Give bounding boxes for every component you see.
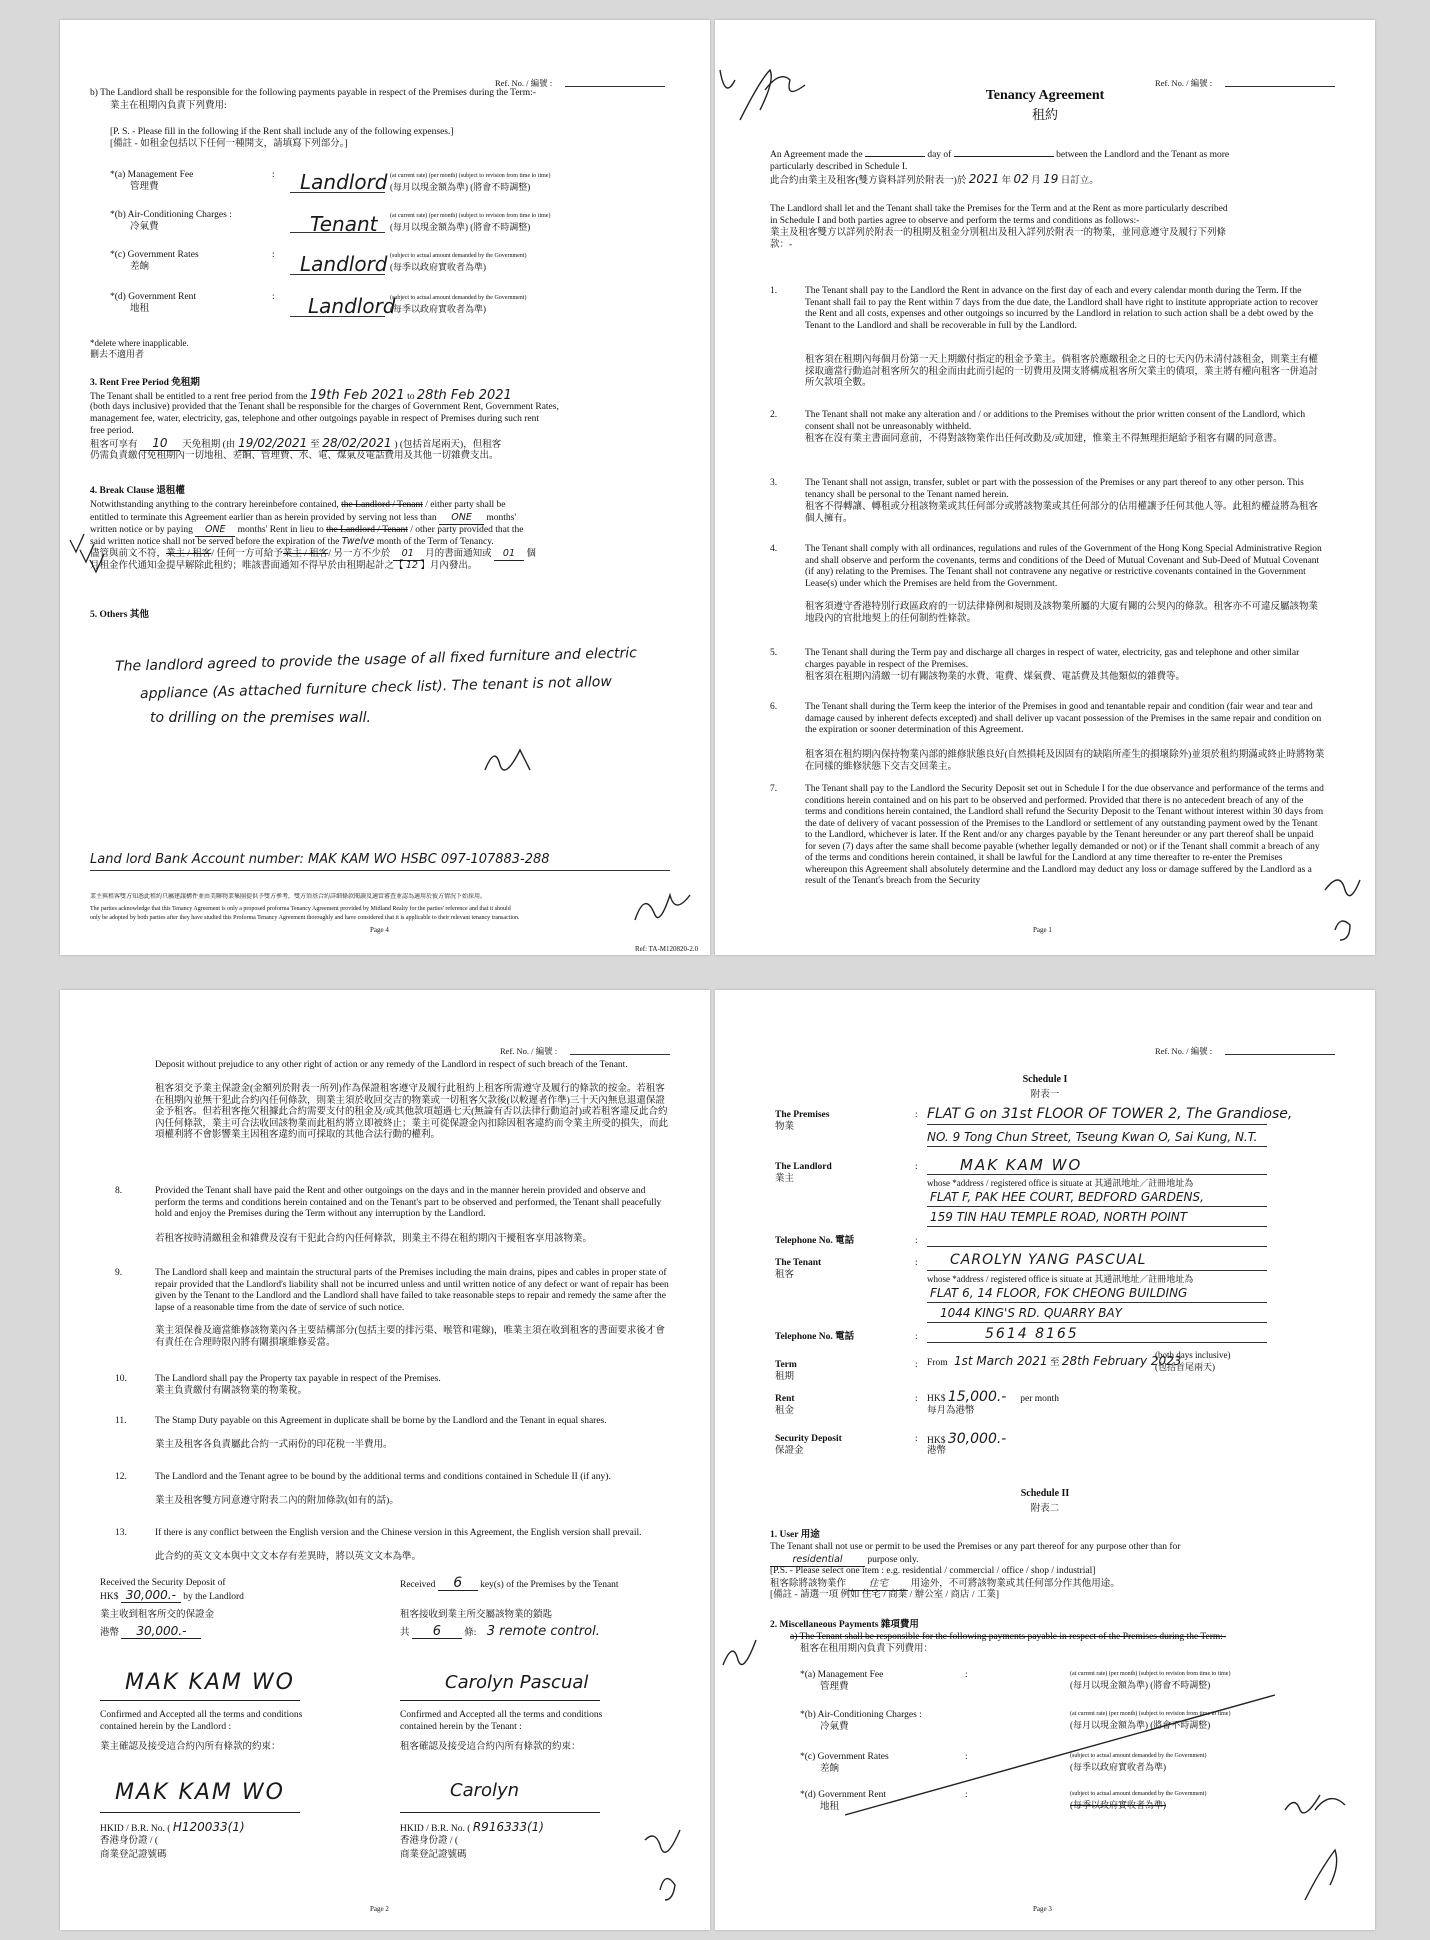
row-c-note-cn: (每季以政府實收者為準) [390,262,486,272]
clause-3: The Tenant shall not assign, transfer, sublet or part with the possession of the Premises or any part thereof to any other person. This tenancy shall be personal to the Tenant named herein. [805,478,1304,500]
agreement-month: 02 [1013,172,1029,186]
clause-10: The Landlord shall pay the Property tax payable in respect of the Premises. [155,1374,441,1384]
tenant-signature-2: Carolyn [450,1780,520,1801]
page-number: Page 4 [370,926,389,934]
clause-2-cn: 租客在沒有業主書面同意前，不得對該物業作出任何改動及/或加建，惟業主不得無理拒絕給予租客有關的同意書。 [805,434,1283,444]
delete-note-cn: 刪去不適用者 [90,349,145,359]
page-number: Page 3 [1033,1905,1052,1913]
premises-address-2: NO. 9 Tong Chun Street, Tseung Kwan O, Sai Kung, N.T. [927,1130,1258,1144]
initials-signature [640,1820,705,1910]
page-1: Ref. No. / 編號 : Tenancy Agreement 租約 An Agreement made the day of between the Landlord and the Tenant as more particularly described in Schedule I. 此合約由業主及租客(雙方資料詳列於附表一)於 2021 年 02 月 19 日訂立。 The Landlord shall let and the Tenant shall take the Premises for the Term and at the Rent as more particularly described in Schedule I and both parties agree to observe and perform the terms and conditions as follows:- 業主及租客雙方以詳列於附表一的租期及租金分別租出及租入詳列於附表一的物業，並同意遵守及履行下列條 款：- 1. The Tenant shall pay to the Landlord the Rent in advance on the first day of each and every calendar month during the Term. If the Tenant shall fail to pay the Rent within 7 days from the due date, the Landlord shall have right to institute appropriate action to recover the Rent and all costs, expenses and other outgoings so incurred by the Landlord in relation to such action shall be a debt owed by the Tenant to the Landlord and shall be recoverable in full by the Landlord. 租客須在租期內每個月份第一天上期繳付指定的租金予業主。倘租客於應繳租金之日的七天內仍未清付該租金，則業主有權採取適當行動追討租客所欠的租金而由此而引起的一切費用及開支將構成租客所欠業主的債項，業主將有權向租客一併追討所欠款項全數。 2. The Tenant shall not make any alteration and / or additions to the Premises without the prior written consent of the Landlord, which consent shall not be unreasonably withheld. 租客在沒有業主書面同意前，不得對該物業作出任何改動及/或加建，惟業主不得無理拒絕給予租客有關的同意書。 3. The Tenant shall not assign, transfer, sublet or part with the possession of the Premises or any part thereof to any other person. This tenancy shall be personal to the Tenant named herein. 租客不得轉讓、轉租或分租該物業或其任何部分或將該物業或其任何部分的佔用權讓予任何其他人等。此租約權益將為租客個人擁有。 4. The Tenant shall comply with all ordinances, regulations and rules of the Government of the Hong Kong Special Administrative Region and shall observe and perform the covenants, terms and conditions of the Deed of Mutual Covenant and Sub-Deed of Mutual Covenant (if any) relating to the Premises. The Tenant shall not contravene any negative or restrictive covenants contained in the Government Lease(s) under which the Premises are held from the Government. 租客須遵守香港特別行政區政府的一切法律條例和規則及該物業所屬的大廈有關的公契內的條款。租客亦不可違反屬該物業地段內的官批地契上的任何制約性條款。 5. The Tenant shall during the Term pay and discharge all charges in respect of water, electricity, gas and telephone and other similar charges payable in respect of the Premises. 租客須在租期內清繳一切有關該物業的水費、電費、煤氣費、電話費及其他類似的雜費等。 6. The Tenant shall during the Term keep the interior of the Premises in good and tenantable repair and condition (fair wear and tear and damage caused by inherent defects excepted) and shall deliver up vacant possession of the Premises in the same repair and condition on the expiration or sooner determination of this Agreement. 租客須在租約期內保持物業內部的維修狀態良好(自然損耗及因固有的缺陷所產生的損壞除外)並須於租約期滿或終止時將物業在同樣的維修狀態下交吉交回業主。 7. The Tenant shall pay to the Landlord the Security Deposit set out in Schedule I for the due observance and performance of the terms and conditions herein contained and on his part to be observed and performed. Provided that there is no antecedent breach of any of the terms and conditions herein contained, the Landlord shall refund the Security Deposit to the Tenant without interest within 30 days from the date of delivery of vacant possession of the Premises to the Landlord or settlement of any outstanding payment owed by the Tenant to the Landlord, whichever is later. If the Rent and/or any charges payable by the Tenant hereunder or any part thereof shall be unpaid for seven (7) days after the same shall become payable (whether legally demanded or not) or if the Tenant shall commit a breach of any of the terms and conditions herein contained, it shall be lawful for the Landlord at any time thereafter to re-enter the Premises whereupon this Agreement shall absolutely determine and the Landlord may deduct any loss or damage suffered by the Landlord as a result of the Tenant's breach from the Security Page 1 [715,20,1375,955]
clause-8-cn: 若租客按時清繳租金和雜費及沒有干犯此合約內任何條款，則業主不得在租約期內干擾租客享用該物業。 [155,1234,593,1244]
clause-5-cn: 租客須在租期內清繳一切有關該物業的水費、電費、煤氣費、電話費及其他類似的雜費等。 [805,672,1186,682]
clause-6: The Tenant shall during the Term keep the interior of the Premises in good and tenantable repair and condition (fair wear and tear and damage caused by inherent defects excepted) and shall deliver up vacant possession of the Premises in the same repair and condition on the expiration or sooner determination of this Agreement. [805,702,1322,735]
clause-2: The Tenant shall not make any alteration and / or additions to the Premises without the prior written consent of the Landlord, which consent shall not be unreasonably withheld. [805,410,1306,432]
ref-label: Ref. No. / 編號 : [495,78,553,88]
schedule-2-title: Schedule II [1020,1488,1070,1499]
row-b-label: *(b) Air-Conditioning Charges : [110,210,232,220]
row-c-cn: 差餉 [130,262,150,272]
clause-12-cn: 業主及租客雙方同意遵守附表二內的附加條款(如有的話)。 [155,1496,399,1506]
clause-10-cn: 業主負責繳付有關該物業的物業稅。 [155,1386,308,1396]
landlord-address-1: FLAT F, PAK HEE COURT, BEDFORD GARDENS, [930,1190,1204,1204]
row-d-value: Landlord [308,294,396,318]
row-c-value: Landlord [300,252,388,276]
row-a-note: (at current rate) (per month) (subject to revision from time to time) [390,173,551,179]
clause-4-cn: 租客須遵守香港特別行政區政府的一切法律條例和規則及該物業所屬的大廈有關的公契內的條款。租客亦不可違反屬該物業地段內的官批地契上的任何制約性條款。 [805,602,1319,624]
clause-7: The Tenant shall pay to the Landlord the Security Deposit set out in Schedule I for the due observance and performance of the terms and conditions herein contained and on his part to be observed and performed. Provided that there is no antecedent breach of any of the terms and conditions herein contained, the Landlord shall refund the Security Deposit to the Tenant without interest within 30 days from the date of delivery of vacant possession of the Premises to the Landlord or settlement of any outstanding payment owed by the Tenant to the Landlord, whichever is later. If the Rent and/or any charges payable by the Tenant hereunder or any part thereof shall be unpaid for seven (7) days after the same shall become payable (whether legally demanded or not) or if the Tenant shall commit a breach of any of the terms and conditions herein contained, it shall be lawful for the Landlord at any time thereafter to re-enter the Premises whereupon this Agreement shall absolutely determine and the Landlord may deduct any loss or damage suffered by the Landlord as a result of the Tenant's breach from the Security [805,784,1324,886]
document-title: Tenancy Agreement [985,88,1105,103]
row-a-value: Landlord [300,170,388,194]
landlord-name: MAK KAM WO [960,1156,1083,1174]
landlord-hkid: H120033(1) [172,1820,245,1834]
clause-12: The Landlord and the Tenant agree to be bound by the additional terms and conditions contained in Schedule II (if any). [155,1472,611,1482]
section-4-title: 4. Break Clause 退租權 [90,486,185,496]
margin-check-marks [60,520,120,580]
row-d-note: (subject to actual amount demanded by the Government) [390,295,527,301]
row-a-cn: 管理費 [130,182,159,192]
clause-9-cn: 業主須保養及適當維修該物業內各主要結構部分(包括主要的排污渠、喉管和電線)，唯業主須在收到租客的書面要求後才會有責任在合理時限內將有關損壞維修妥當。 [155,1326,665,1348]
bank-account-note: Land lord Bank Account number: MAK KAM WO HSBC 097-107883-288 [90,852,550,867]
ref-label: Ref. No. / 編號 : [1155,78,1213,88]
keys-received: 6 [438,1578,478,1591]
agreement-day: 19 [1043,172,1059,186]
page-number: Page 2 [370,1905,389,1913]
initials-signature [715,1630,775,1680]
initials-signature [715,50,825,140]
ps-note: [P. S. - Please fill in the following if the Rent shall include any of the following expenses.] [110,127,454,137]
clause-b-text: b) The Landlord shall be responsible for the following payments payable in respect of the Premises during the Term:- [90,88,536,98]
row-b-value: Tenant [310,212,378,236]
initials-signature [480,740,540,780]
row-c-label: *(c) Government Rates [110,250,199,260]
landlord-signature: MAK KAM WO [125,1670,295,1695]
term-start: 1st March 2021 [953,1354,1048,1368]
tenant-address-1: FLAT 6, 14 FLOOR, FOK CHEONG BUILDING [930,1286,1188,1300]
ref-label: Ref. No. / 編號 : [1155,1046,1213,1056]
premises-address-1: FLAT G on 31st FLOOR OF TOWER 2, The Grandiose, [927,1106,1293,1122]
tenant-hkid: R916333(1) [472,1820,544,1834]
row-d-cn: 地租 [130,304,150,314]
row-d-note-cn: (每季以政府實收者為準) [390,304,486,314]
row-b-note-cn: (每月以現金額為準) (將會不時調整) [390,222,531,232]
document-title-cn: 租約 [1031,107,1058,122]
security-deposit-received: 30,000.- [121,1590,181,1603]
clause-3-cn: 租客不得轉讓、轉租或分租該物業或其任何部分或將該物業或其任何部分的佔用權讓予任何其他人等。此租約權益將為租客個人擁有。 [805,502,1319,524]
landlord-signature-2: MAK KAM WO [115,1780,285,1805]
others-note-2: appliance (As attached furniture check list). The tenant is not allow [139,673,613,703]
s3-to-date: 28th Feb 2021 [416,388,512,403]
clause-b-cn: 業主在租期內負責下列費用: [110,101,227,111]
disclaimer-1: The parties acknowledge that this Tenancy Agreement is only a proposed proforma Tenancy Agreement provided by Midland Realty for the parties' reference and that it should [90,906,511,912]
clause-4: The Tenant shall comply with all ordinances, regulations and rules of the Government of the Hong Kong Special Administrative Region and shall observe and perform the covenants, terms and conditions of the Deed of Mutual Covenant and Sub-Deed of Mutual Covenant (if any) relating to the Premises. The Tenant shall not contravene any negative or restrictive covenants contained in the Government Lease(s) under which the Premises are held from the Government. [805,544,1322,589]
tenant-phone: 5614 8165 [985,1326,1079,1342]
s3-from-date: 19th Feb 2021 [309,388,405,403]
clause-9: The Landlord shall keep and maintain the structural parts of the Premises including the main drains, pipes and cables in proper state of repair provided that the Landlord's liability shall not be incurred unless and until written notice of any defect or want of repair has been given by the Tenant to the Landlord and the Landlord shall have failed to take reasonable steps to repair and remedy the same after the lapse of a reasonable time from the date of service of such notice. [155,1268,669,1313]
clause-8: Provided the Tenant shall have paid the Rent and other outgoings on the days and in the manner herein provided and observe and perform the terms and conditions herein contained and on the Tenant's part to be observed and performed, the Tenant shall peacefully hold and enjoy the Premises during the Term without any interruption by the Landlord. [155,1186,662,1219]
tenant-name: CAROLYN YANG PASCUAL [950,1252,1147,1268]
clause-13-cn: 此合約的英文文本與中文文本存有差異時，將以英文文本為準。 [155,1552,422,1562]
row-c-note: (subject to actual amount demanded by the Government) [390,253,527,259]
row-a-note-cn: (每月以現金額為準) (將會不時調整) [390,182,531,192]
schedule-1-title: Schedule I [1022,1074,1068,1085]
clause-11: The Stamp Duty payable on this Agreement in duplicate shall be borne by the Landlord and the Tenant in equal shares. [155,1416,607,1426]
tenant-signature: Carolyn Pascual [445,1672,589,1693]
initials-signature [630,880,700,940]
clause-5: The Tenant shall during the Term pay and discharge all charges in respect of water, electricity, gas and telephone and other similar charges payable in respect of the Premises. [805,648,1300,670]
section-5-title: 5. Others 其他 [90,610,149,620]
clause-11-cn: 業主及租客各負責屬此合約一式兩份的印花稅一半費用。 [155,1440,393,1450]
row-a-label: *(a) Management Fee [110,170,194,180]
user-purpose: residential [770,1554,865,1567]
term-end: 28th February 2023 [1061,1354,1182,1368]
s3-days: 10 [140,438,180,451]
page-number: Page 1 [1033,926,1052,934]
tenant-address-2: 1044 KING'S RD. QUARRY BAY [940,1306,1123,1320]
strike-through-line [845,1690,1285,1820]
monthly-rent: 15,000.- [947,1389,1007,1405]
disclaimer-2: only be adopted by both parties after they have studied this Proforma Tenancy Agreement thoroughly and have considered that it is applicable to their relevant tenancy transaction. [90,915,520,921]
disclaimer-cn: 業主與租客雙方知悉此租約只屬建議構件並由美聯物業集團提供予雙方參考，雙方須基合約詳細條款閱讀及適當審查並認為適用於彼方情況下始採用。 [90,894,487,900]
clause-13: If there is any conflict between the English version and the Chinese version in this Agreement, the English version shall prevail. [155,1528,642,1538]
ps-note-cn: [備註 - 如租金包括以下任何一種開支，請填寫下列部分。] [110,139,348,149]
clause-7-cn: 租客須交予業主保證金(金額列於附表一所列)作為保證租客遵守及履行此租約上租客所需遵守及履行的條款的按金。若租客在租期內並無干犯此合約內任何條款，則業主須於收回交吉的物業或一切租客欠款後(以較遲者作準)三十天內無息退還保證金予租客。但若租客拖欠租據此合約需要支付的租金及/或其他款項超過七天(無論有否以法律行動追討)或若租客違反此合約內任何條款，業主可合法收回該物業而此租約將立即被終止；業主可從保證金內扣除因租客違約而令業主所受的損失，而此項權利將不會影響業主因租客違約而可採取的其他合法行動的權利。 [155,1084,669,1140]
clause-6-cn: 租客須在租約期內保持物業內部的維修狀態良好(自然損耗及因固有的缺陷所產生的損壞除外)並須於租約期滿或終止時將物業在同樣的維修狀態下交吉交回業主。 [805,750,1325,772]
landlord-address-2: 159 TIN HAU TEMPLE ROAD, NORTH POINT [930,1210,1188,1224]
initials-signature [1275,1780,1370,1920]
remote-control-note: 3 remote control. [486,1624,600,1639]
security-deposit: 30,000.- [947,1431,1007,1447]
delete-note: *delete where inapplicable. [90,338,189,348]
s3-line1: The Tenant shall be entitled to a rent free period from the [90,392,308,402]
page-3: Ref. No. / 編號 : Schedule I 附表一 The Premises 物業 : FLAT G on 31st FLOOR OF TOWER 2, The Grandiose, NO. 9 Tong Chun Street, Tseung Kwan O, Sai Kung, N.T. The Landlord 業主 : MAK KAM WO whose *address / registered office is situate at 其通訊地址／註冊地址為 FLAT F, PAK HEE COURT, BEDFORD GARDENS, 159 TIN HAU TEMPLE ROAD, NORTH POINT Telephone No. 電話 : The Tenant 租客 : CAROLYN YANG PASCUAL whose *address / registered office is situate at 其通訊地址／註冊地址為 FLAT 6, 14 FLOOR, FOK CHEONG BUILDING 1044 KING'S RD. QUARRY BAY Telephone No. 電話 : 5614 8165 Term 租期 : From 1st March 2021 至 28th February 2023 (both days inclusive) (包括首尾兩天) Rent 租金 : HK$ 15,000.- per month 每月為港幣 Security Deposit 保證金 : HK$ 30,000.- 港幣 Schedule II 附表二 1. User 用途 The Tenant shall not use or permit to be used the Premises or any part thereof for any purpose other than for residential purpose only. [P.S. - Please select one item : e.g. residential / commercial / office / shop / industrial] 租客除將該物業作 住宅 用途外，不可將該物業或其任何部分作其他用途。 [備註 - 請選一項 例如 住宅 / 商業 / 辦公室 / 商店 / 工業] 2. Miscellaneous Payments 雜項費用 a) The Tenant shall be responsible for the following payments payable in respect of the Premises during the Term:- 租客在租用期內負責下列費用： *(a) Management Fee 管理費 : (at current rate) (per month) (subject to revision from time to time) (每月以現金額為準) (將會不時調整) *(b) Air-Conditioning Charges : 冷氣費 (at current rate) (per month) (subject to revision from time to time) (每月以現金額為準) (將會不時調整) *(c) Government Rates 差餉 : (subject to actual amount demanded by the Government) (每季以政府實收者為準) *(d) Government Rent 地租 : (subject to actual amount demanded by the Government) (每季以政府實收者為準) Page 3 [715,990,1375,1930]
clause-7-continued: Deposit without prejudice to any other right of action or any remedy of the Landlord in respect of such breach of the Tenant. [155,1060,628,1070]
row-d-label: *(d) Government Rent [110,292,197,302]
section-3-title: 3. Rent Free Period 免租期 [90,378,200,388]
ref-label: Ref. No. / 編號 : [500,1046,558,1056]
row-b-cn: 冷氣費 [130,222,159,232]
agreement-year: 2021 [968,172,1000,186]
row-b-note: (at current rate) (per month) (subject to revision from time to time) [390,213,551,219]
initials-signature [1315,860,1375,950]
clause-1-cn: 租客須在租期內每個月份第一天上期繳付指定的租金予業主。倘租客於應繳租金之日的七天內仍未清付該租金，則業主有權採取適當行動追討租客所欠的租金而由此而引起的一切費用及開支將構成租客所欠業主的債項，業主將有權向租客一併追討所欠款項全數。 [805,355,1319,388]
page-4: Ref. No. / 編號 : b) The Landlord shall be responsible for the following payments payable in respect of the Premises during the Term:- 業主在租期內負責下列費用: [P. S. - Please fill in the following if the Rent shall include any of the following expenses.] [備註 - 如租金包括以下任何一種開支，請填寫下列部分。] *(a) Management Fee 管理費 : Landlord (at current rate) (per month) (subject to revision from time to time) (每月以現金額為準) (將會不時調整) *(b) Air-Conditioning Charges : 冷氣費 Tenant (at current rate) (per month) (subject to revision from time to time) (每月以現金額為準) (將會不時調整) *(c) Government Rates 差餉 : Landlord (subject to actual amount demanded by the Government) (每季以政府實收者為準) *(d) Government Rent 地租 : Landlord (subject to actual amount demanded by the Government) (每季以政府實收者為準) *delete where inapplicable. 刪去不適用者 3. Rent Free Period 免租期 The Tenant shall be entitled to a rent free period from the 19th Feb 2021 to 28th Feb 2021 (both days inclusive) provided that the Tenant shall be responsible for the charges of Government Rent, Government Rates, management fee, water, electricity, gas, telephone and other outgoings payable in respect of Premises during such rent free period. 租客可享有 10 天免租期 (由 19/02/2021 至 28/02/2021 ) (包括首尾兩天)，但租客 仍需負責繳付免租期內一切地租、差餉、管理費、水、電、煤氣及電話費用及其他一切雜費支出。 4. Break Clause 退租權 Notwithstanding anything to the contrary hereinbefore contained, the Landlord / Tenant / either party shall be entitled to terminate this Agreement earlier than as herein provided by serving not less than ONE months' written notice or by paying ONE months' Rent in lieu to the Landlord / Tenant / other party provided that the said written notice shall not be served before the expiration of the Twelve month of the Term of Tenancy. 儘管與前文不符，業主 / 租客/ 任何一方可給予業主 / 租客/ 另一方不少於 01 月的書面通知或 01 個 月租金作代通知金提早解除此租約；唯該書面通知不得早於由租期起計之【 12 】月內發出。 5. Others 其他 The landlord agreed to provide the usage of all fixed furniture and electric appliance (As attached furniture check list). The tenant is not allow to drilling on the premises wall. Land lord Bank Account number: MAK KAM WO HSBC 097-107883-288 業主與租客雙方知悉此租約只屬建議構件並由美聯物業集團提供予雙方參考，雙方須基合約詳細條款閱讀及適當審查並認為適用於彼方情況下始採用。 The parties acknowledge that this Tenancy Agreement is only a proposed proforma Tenancy Agreement provided by Midland Realty for the parties' reference and that it should only be adopted by both parties after they have studied this Proforma Tenancy Agreement thoroughly and have considered that it is applicable to their relevant tenancy transaction. Page 4 Ref: TA-M120820-2.0 [60,20,710,955]
clause-1: The Tenant shall pay to the Landlord the Rent in advance on the first day of each and every calendar month during the Term. If the Tenant shall fail to pay the Rent within 7 days from the due date, the Landlord shall have right to institute appropriate action to recover the Rent and all costs, expenses and other outgoings so incurred by the Landlord in relation to such action shall be a debt owed by the Tenant to the Landlord and shall be recoverable in full by the Landlord. [805,286,1318,331]
others-note-3: to drilling on the premises wall. [150,710,371,726]
page-2: Ref. No. / 編號 : Deposit without prejudice to any other right of action or any remedy of the Landlord in respect of such breach of the Tenant. 租客須交予業主保證金(金額列於附表一所列)作為保證租客遵守及履行此租約上租客所需遵守及履行的條款的按金。若租客在租期內並無干犯此合約內任何條款，則業主須於收回交吉的物業或一切租客欠款後(以較遲者作準)三十天內無息退還保證金予租客。但若租客拖欠租據此合約需要支付的租金及/或其他款項超過七天(無論有否以法律行動追討)或若租客違反此合約內任何條款，業主可合法收回該物業而此租約將立即被終止；業主可從保證金內扣除因租客違約而令業主所受的損失，而此項權利將不會影響業主因租客違約而可採取的其他合法行動的權利。 8. Provided the Tenant shall have paid the Rent and other outgoings on the days and in the manner herein provided and observe and perform the terms and conditions herein contained and on the Tenant's part to be observed and performed, the Tenant shall peacefully hold and enjoy the Premises during the Term without any interruption by the Landlord. 若租客按時清繳租金和雜費及沒有干犯此合約內任何條款，則業主不得在租約期內干擾租客享用該物業。 9. The Landlord shall keep and maintain the structural parts of the Premises including the main drains, pipes and cables in proper state of repair provided that the Landlord's liability shall not be incurred unless and until written notice of any defect or want of repair has been given by the Tenant to the Landlord and the Landlord shall have failed to take reasonable steps to repair and remedy the same after the lapse of a reasonable time from the date of service of such notice. 業主須保養及適當維修該物業內各主要結構部分(包括主要的排污渠、喉管和電線)，唯業主須在收到租客的書面要求後才會有責任在合理時限內將有關損壞維修妥當。 10. The Landlord shall pay the Property tax payable in respect of the Premises. 業主負責繳付有關該物業的物業稅。 11. The Stamp Duty payable on this Agreement in duplicate shall be borne by the Landlord and the Tenant in equal shares. 業主及租客各負責屬此合約一式兩份的印花稅一半費用。 12. The Landlord and the Tenant agree to be bound by the additional terms and conditions contained in Schedule II (if any). 業主及租客雙方同意遵守附表二內的附加條款(如有的話)。 13. If there is any conflict between the English version and the Chinese version in this Agreement, the English version shall prevail. 此合約的英文文本與中文文本存有差異時，將以英文文本為準。 Received the Security Deposit of HK$ 30,000.- by the Landlord 業主收到租客所交的保證金 港幣 30,000.- Received 6 key(s) of the Premises by the Tenant 租客接收到業主所交屬該物業的鎖匙 共 6 條: 3 remote control. MAK KAM WO Carolyn Pascual Confirmed and Accepted all the terms and conditions contained herein by the Landlord : 業主確認及接受這合約內所有條款的約束： Confirmed and Accepted all the terms and conditions contained herein by the Tenant : 租客確認及接受這合約內所有條款的約束： MAK KAM WO Carolyn HKID / B.R. No. ( H120033(1) 香港身份證 / ( 商業登記證號碼 HKID / B.R. No. ( R916333(1) 香港身份證 / ( 商業登記證號碼 Page 2 [60,990,710,1930]
ref-code: Ref: TA-M120820-2.0 [635,945,699,953]
others-note-1: The landlord agreed to provide the usage of all fixed furniture and electric [114,645,638,675]
